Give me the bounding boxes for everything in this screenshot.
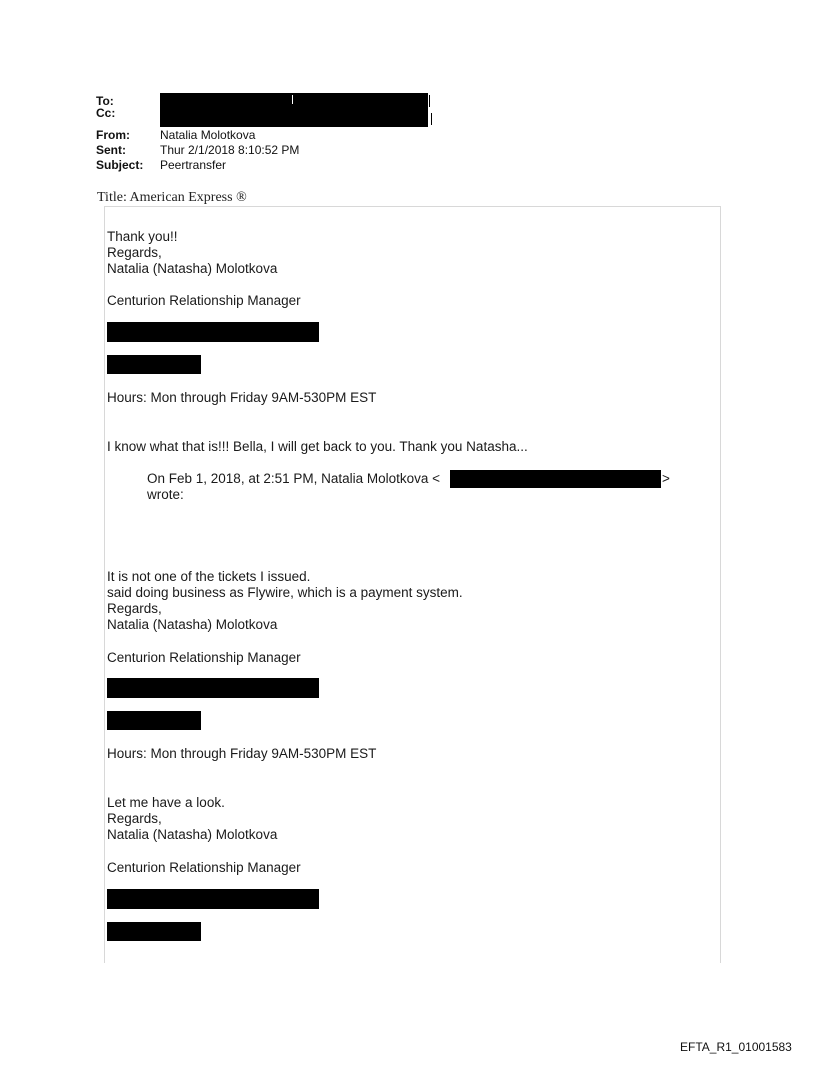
from-label: From: xyxy=(96,128,130,142)
message1-hours: Hours: Mon through Friday 9AM-530PM EST xyxy=(107,390,377,405)
message1-line: Regards, xyxy=(107,245,162,260)
message3-line: Regards, xyxy=(107,811,162,826)
message2-signature: Natalia (Natasha) Molotkova xyxy=(107,617,278,632)
from-value: Natalia Molotkova xyxy=(160,128,256,142)
redaction-edge-cc xyxy=(431,113,432,125)
document-id: EFTA_R1_01001583 xyxy=(680,1040,792,1054)
redaction-block xyxy=(107,322,319,342)
redaction-mark xyxy=(292,95,293,104)
message3-signature: Natalia (Natasha) Molotkova xyxy=(107,827,278,842)
message2-line: Regards, xyxy=(107,601,162,616)
redaction-block xyxy=(107,922,201,941)
message3-line: Let me have a look. xyxy=(107,795,225,810)
message2-role: Centurion Relationship Manager xyxy=(107,650,301,665)
message1-signature: Natalia (Natasha) Molotkova xyxy=(107,261,278,276)
redaction-email xyxy=(450,470,661,488)
message3-role: Centurion Relationship Manager xyxy=(107,860,301,875)
message2-line: said doing business as Flywire, which is a payment system. xyxy=(107,585,463,600)
cc-label: Cc: xyxy=(96,106,116,120)
reply-line: I know what that is!!! Bella, I will get back to you. Thank you Natasha... xyxy=(107,439,528,454)
quote-attribution: On Feb 1, 2018, at 2:51 PM, Natalia Molotkova < xyxy=(147,471,441,486)
redaction-block xyxy=(107,678,319,698)
redaction-cc xyxy=(160,106,428,127)
subject-value: Peertransfer xyxy=(160,158,227,172)
redaction-edge xyxy=(429,95,430,107)
message1-role: Centurion Relationship Manager xyxy=(107,293,301,308)
document-title: Title: American Express ® xyxy=(97,190,247,205)
to-label: To: xyxy=(96,94,114,108)
sent-label: Sent: xyxy=(96,143,126,157)
message2-line: It is not one of the tickets I issued. xyxy=(107,569,311,584)
redaction-block xyxy=(107,711,201,730)
redaction-to xyxy=(160,93,428,107)
sent-value: Thur 2/1/2018 8:10:52 PM xyxy=(160,143,300,157)
redaction-block xyxy=(107,889,319,909)
message1-line: Thank you!! xyxy=(107,229,178,244)
redaction-block xyxy=(107,355,201,374)
subject-label: Subject: xyxy=(96,158,144,172)
quote-suffix: > xyxy=(662,471,670,486)
quote-wrote: wrote: xyxy=(147,487,184,502)
message2-hours: Hours: Mon through Friday 9AM-530PM EST xyxy=(107,746,377,761)
